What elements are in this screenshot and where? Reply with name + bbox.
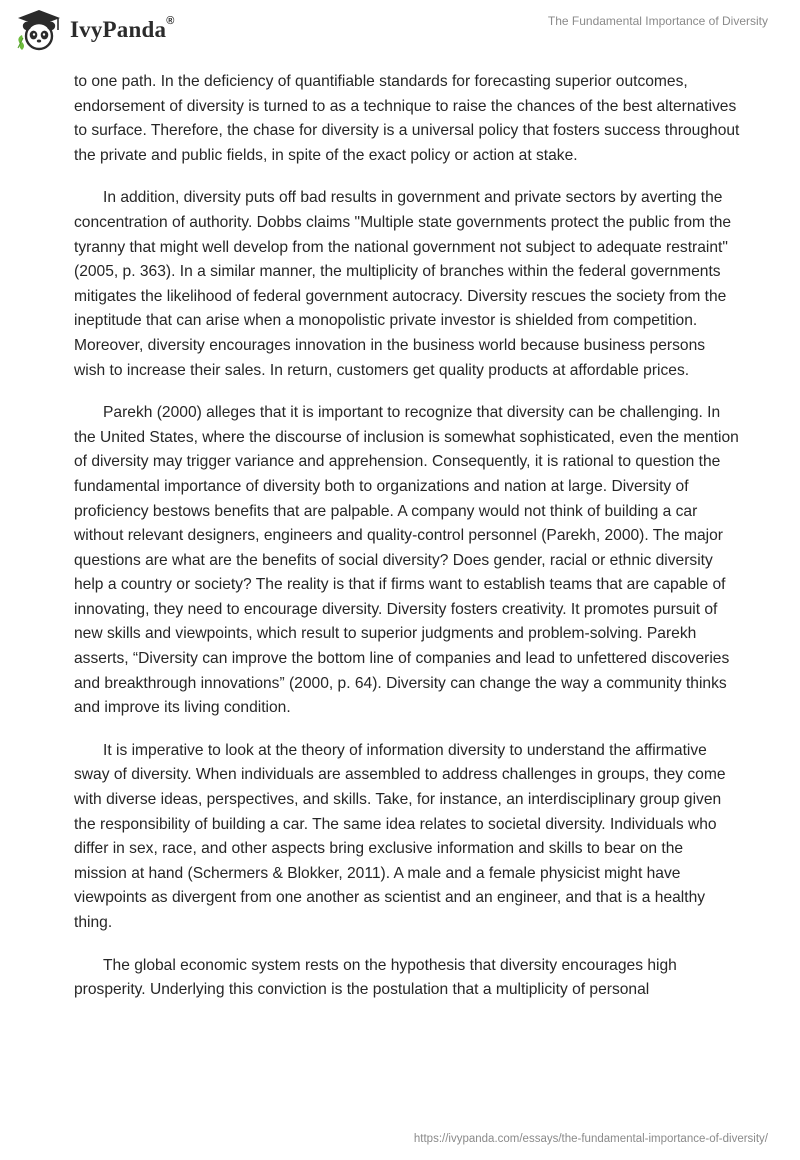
- source-url[interactable]: https://ivypanda.com/essays/the-fundamental-importance-of-diversity/: [413, 1133, 768, 1145]
- document-title: The Fundamental Importance of Diversity: [547, 14, 768, 28]
- trademark-symbol: ®: [166, 15, 175, 27]
- page-header: [0, 0, 800, 62]
- ivypanda-logo[interactable]: [14, 8, 175, 52]
- essay-body: [74, 70, 740, 1021]
- panda-graduate-icon: [14, 8, 64, 52]
- paragraph-3: Parekh (2000) alleges that it is important to recognize that diversity can be challenging. In the United States, where the discourse of inclusion is somewhat sophisticated, even the mention of diversity may trigger variance and apprehension. Consequently, it is rational to question the fundamental importance of diversity both to organizations and nation at large. Diversity of proficiency bestows benefits that are palpable. A company would not think of building a car without relevant designers, engineers and quality-control personnel (Parekh, 2000). The major questions are what are the benefits of social diversity? Does gender, racial or ethnic diversity help a country or society? The reality is that if firms want to establish teams that are capable of innovating, they need to encourage diversity. Diversity fosters creativity. It promotes pursuit of new skills and viewpoints, which result to superior judgments and problem-solving. Parekh asserts, “Diversity can improve the bottom line of companies and lead to unfettered discoveries and breakthrough innovations” (2000, p. 64). Diversity can change the way a community thinks and improve its living condition.: [74, 404, 739, 717]
- brand-name: IvyPanda®: [70, 15, 175, 42]
- paragraph-1: to one path. In the deficiency of quantifiable standards for forecasting superior outcomes, endorsement of diversity is turned to as a technique to raise the chances of the best alternatives to surface. Therefore, the chase for diversity is a universal policy that fosters success throughout the private and public fields, in spite of the exact policy or action at stake.: [74, 73, 740, 164]
- paragraph-5: The global economic system rests on the hypothesis that diversity encourages high prosperity. Underlying this conviction is the postulation that a multiplicity of personal: [74, 956, 677, 999]
- paragraph-2: In addition, diversity puts off bad results in government and private sectors by averting the concentration of authority. Dobbs claims "Multiple state governments protect the public from the tyranny that might well develop from the national government not subject to adequate restraint" (2005, p. 363). In a similar manner, the multiplicity of branches within the federal governments mitigates the likelihood of federal government autocracy. Diversity rescues the society from the ineptitude that can arise when a monopolistic private investor is shielded from competition. Moreover, diversity encourages innovation in the business world because business persons wish to increase their sales. In return, customers get quality products at affordable prices.: [74, 189, 732, 379]
- paragraph-4: It is imperative to look at the theory of information diversity to understand the affirmative sway of diversity. When individuals are assembled to address challenges in groups, they come with diverse ideas, perspectives, and skills. Take, for instance, an interdisciplinary group given the responsibility of building a car. The same idea relates to societal diversity. Individuals who differ in sex, race, and other aspects bring exclusive information and skills to bear on the mission at hand (Schermers & Blokker, 2011). A male and a female physicist might have viewpoints as divergent from one another as scientist and an engineer, and that is a healthy thing.: [74, 741, 726, 931]
